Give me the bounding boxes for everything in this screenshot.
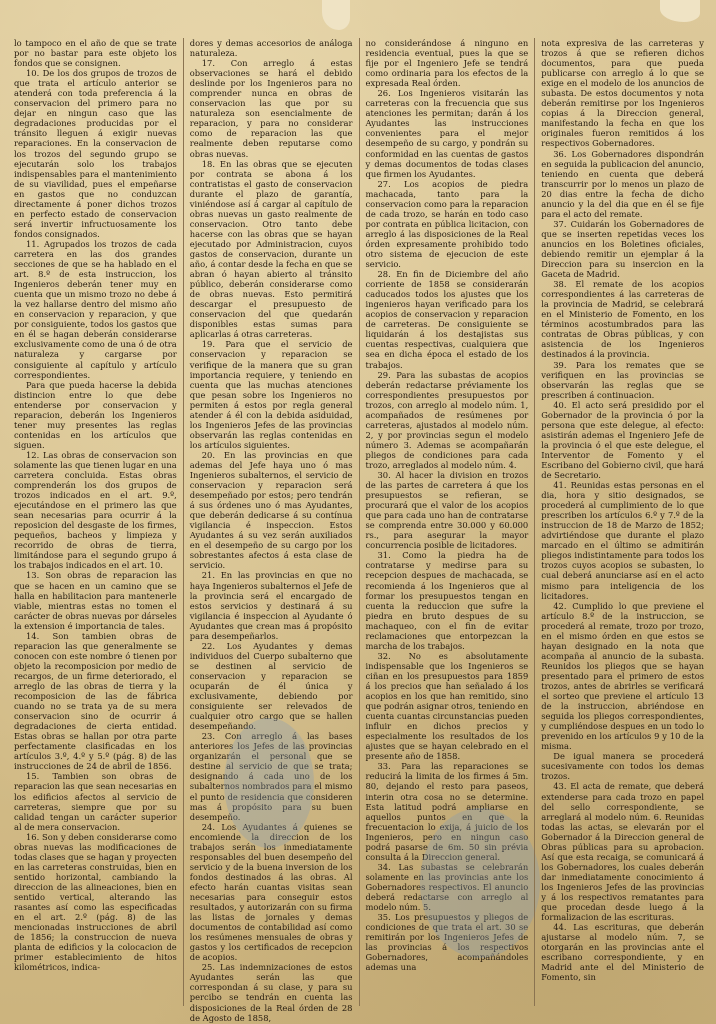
paragraph: 20. En las provincias en que ademas del Jefe haya uno ó mas Ingenieros subalternos, el servicio de conservacion y reparacion será desempeñado por estos; pero tendrán á sus órdenes uno ó mas Ayudantes, que deberán dedicarse á su contínua vigilancia é inspeccion. Estos Ayudantes á su vez serán auxiliados en el desempeño de su cargo por los sobrestantes afectos á esta clase de servicio. xyxy=(189,449,353,571)
column-2 xyxy=(183,38,359,1023)
paragraph: no considerándose á ninguno en residencia eventual, pues la que se fije por el Ingeniero Jefe se tendrá como ordinaria para los efectos de la expresada Real órden. xyxy=(365,38,529,89)
paragraph: 37. Cuidarán los Gobernadores de que se inserten repetidas veces los anuncios en los Boletines oficiales, debiendo remitir un ejemplar á la Direccion para su insercion en la Gaceta de Madrid. xyxy=(541,218,704,280)
paragraph: 23. Con arreglo á las bases anteriores los Jefes de las provincias organizarán el personal que se destine al servicio de que se trata; designando á cada uno de los subalternos nombrados para el mismo el punto de residencia que consideren mas á propósito para su buen desempeño. xyxy=(189,731,353,822)
paragraph: 38. El remate de los acopios correspondientes á las carreteras de la provincia de Madrid, se celebrará en el Ministerio de Fomento, en los términos acostumbrados para las contratas de Obras públicas, y con asistencia de los Ingenieros destinados á la provincia. xyxy=(541,279,704,360)
paragraph: 18. En las obras que se ejecuten por contrata se abona á los contratistas el gasto de conservacion durante el plazo de garantía, viniéndose así á cargar al capítulo de obras nuevas un gasto realmente de conservacion. Otro tanto debe hacerse con las obras que se hayan ejecutado por Administracion, cuyos gastos de conservacion, durante un año, á contar desde la fecha en que se abran ó hayan abierto al tránsito público, deberán considerarse como de obras nuevas. Esto permitirá descargar el presupuesto de conservacion del que quedarán disponibles estas sumas para aplicarlas á otras carreteras. xyxy=(189,158,353,340)
paragraph: nota expresiva de las carreteras y trozos á que se refieren dichos documentos, para que pueda publicarse con arreglo á lo que se exige en el modelo de los anuncios de subasta. De estos documentos y nota deberán remitirse por los Ingenieros copias á la Direccion general, manifestando la fecha en que los originales fueron remitidos á los respectivos Gobernadores. xyxy=(541,38,704,149)
paragraph: 12. Las obras de conservacion son solamente las que tienen lugar en una carretera concluida. Estas obras comprenderán los dos grupos de trozos indicados en el art. 9.º, ejecutándose en el primero las que sean necesarias para ocurrir á la reposicion del desgaste de los firmes, pequeños, bacheos y limpieza y recorrido de obras de tierra, limitándose para el segundo grupo á los trabajos indicados en el art. 10. xyxy=(14,449,177,571)
paragraph: 44. Las escrituras, que deberán ajustarse al modelo núm. 7, se otorgarán en las provincias ante el escribano correspondiente, y en Madrid ante el del Ministerio de Fomento, sin xyxy=(541,922,704,983)
paragraph: 26. Los Ingenieros visitarán las carreteras con la frecuencia que sus atenciones les permitan; darán á los Ayudantes las instrucciones convenientes para el mejor desempeño de su cargo, y pondrán su conformidad en las cuentas de gastos y demas documentos de todas clases que firmen los Ayudantes. xyxy=(365,88,529,179)
paragraph: Para que pueda hacerse la debida distincion entre lo que debe entenderse por conservacion y reparacion, deberán los Ingenieros tener muy presentes las reglas contenidas en los artículos que siguen. xyxy=(14,379,177,450)
column-3 xyxy=(359,38,535,1006)
paragraph: 30. Al hacer la division en trozos de las partes de carretera á que los presupuestos se refieran, se procurará que el valor de los acopios que para cada uno han de contratarse se comprenda entre 30.000 y 60.000 rs., para asegurar la mayor concurrencia posible de licitadores. xyxy=(365,470,529,551)
paragraph: De igual manera se procederá sucesivamente con todos los demas trozos. xyxy=(541,751,704,782)
paragraph: 34. Las subastas se celebrarán solamente en las provincias ante los Gobernadores respectivos. El anuncio deberá redactarse con arreglo al modelo núm. 5. xyxy=(365,861,529,913)
paragraph: 28. En fin de Diciembre del año corriente de 1858 se considerarán caducados todos los ajustes que los ingenieros hayan verificado para los acopios de conservacion y reparacion de carreteras. De consiguiente se liquidarán á los destajistas sus cuentas respectivas, cualquiera que sea en dicha época el estado de los trabajos. xyxy=(365,269,529,370)
paragraph: 39. Para los remates que se verifiquen en las provincias se observarán las reglas que se prescriben á continuacion. xyxy=(541,359,704,400)
paragraph: 10. De los dos grupos de trozos de que trata el artículo anterior se atenderá con toda preferencia á la conservacion del primero para no dejar en ningun caso que las degradaciones producidas por el tránsito lleguen á exigir nuevas reparaciones. En la conservacion de los trozos del segundo grupo se ejecutarán solo los trabajos indispensables para el mantenimiento de su viavilidad, pues el empeñarse en gastos que no conduzcan directamente á poner dichos trozos en perfecto estado de conservacion será invertir infructuosamente los fondos consignados. xyxy=(14,68,177,239)
paragraph: 17. Con arreglo á estas observaciones se hará el debido deslinde por los Ingenieros para no comprender nunca en obras de conservacion las que por su naturaleza son esencialmente de reparacion, y para no considerar como de reparacion las que realmente deben reputarse como obras nuevas. xyxy=(189,58,353,159)
paragraph: 15. Tambien son obras de reparacion las que sean necesarias en los edificios afectos al servicio de carreteras, siempre que por su calidad tengan un carácter superior al de mera conservacion. xyxy=(14,771,177,832)
paragraph: 33. Para las reparaciones se reducirá la limita de los firmes á 5m. 80, dejando el resto para paseos, interin otra cosa no se determine. Esta latitud podrá ampliarse en aquellos puntos en que la frecuentacion lo exija, á juicio de los Ingenieros, pero en ningun caso podrá pasarse de 6m. 50 sin prévia consulta á la Direccion general. xyxy=(365,761,529,862)
column-1 xyxy=(8,38,183,1006)
paragraph: dores y demas accesorios de análoga naturaleza. xyxy=(189,38,353,59)
paragraph: 31. Como la piedra ha de contratarse y medirse para su recepcion despues de machacada, se recomienda á los Ingenieros que al formar los presupuestos tengan en cuenta la reduccion que sufre la piedra en bruto despues de su machaqueo, con el fin de evitar reclamaciones que entorpezcan la marcha de los trabajos. xyxy=(365,550,529,651)
paragraph: 22. Los Ayudantes y demas individuos del Cuerpo subalterno que se destinen al servicio de conservacion y reparacion se ocuparán de él única y exclusivamente, debiendo por consiguiente ser relevados de cualquier otro cargo que se hallen desempeñando. xyxy=(189,640,353,732)
paragraph: 29. Para las subastas de acopios deberán redactarse préviamente los correspondientes presupuestos por trozos, con arreglo al modelo núm. 1, acompañados de resúmenes por carreteras, ajustados al modelo núm. 2, y por provincias segun el modelo número 3. Ademas se acompañarán pliegos de condiciones para cada trozo, arreglados al modelo núm. 4. xyxy=(365,369,529,470)
paragraph: 21. En las provincias en que no haya Ingenieros subalternos el Jefe de la provincia será el encargado de estos servicios y destinará á su vigilancia é inspeccion al Ayudante ó Ayudantes que crean mas á propósito para desempeñarlos. xyxy=(189,570,353,641)
paper-tear xyxy=(660,0,700,22)
paragraph: 27. Los acopios de piedra machacada, tanto para la conservacion como para la reparacion de cada trozo, se harán en todo caso por contrata en pública licitacion, con arreglo á las disposiciones de la Real órden expresamente prohibido todo otro sistema de ejecucion de este servicio. xyxy=(365,178,529,270)
paragraph: 19. Para que el servicio de conservacion y reparacion se verifique de la manera que su gran importancia requiere, y teniendo en cuenta que las muchas atenciones que pesan sobre los Ingenieros no permiten á estos por regla general atender á él con la debida asiduidad, los Ingenieros Jefes de las provincias observarán las reglas contenidas en los artículos siguientes. xyxy=(189,339,353,450)
column-4 xyxy=(534,38,710,1006)
paragraph: 24. Los Ayudantes á quienes se encomiende la direccion de los trabajos serán los inmediatamente responsables del buen desempeño del servicio y de la buena inversion de los fondos destinados á las obras. Al efecto harán cuantas visitas sean necesarias para conseguir estos resultados, y autorizarán con su firma las listas de jornales y demas documentos de contabilidad así como los resúmenes mensuales de obras y gastos y los certificados de recepcion de acopios. xyxy=(189,821,353,963)
paragraph: lo tampoco en el año de que se trate por no bastar para este objeto los fondos que se consignen. xyxy=(14,38,177,69)
paragraph: 36. Los Gobernadores dispondrán en seguida la publicacion del anuncio, teniendo en cuenta que deberá transcurrir por lo menos un plazo de 20 dias entre la fecha de dicho anuncio y la del dia que en él se fije para el acto del remate. xyxy=(541,148,704,219)
paragraph: 42. Cumplido lo que previene el artículo 8.º de la instruccion, se procederá al remate, trozo por trozo, en el mismo órden en que estos se hayan designado en la nota que acompaña al anuncio de la subasta. Reunidos los pliegos que se hayan presentado para el primero de estos trozos, antes de abrirles se verificará el sorteo que previene el artículo 13 de la instruccion, abriéndose en seguida los pliegos correspondientes, y cumpliéndose despues en un todo lo prevenido en los artículos 9 y 10 de la misma. xyxy=(541,600,704,752)
text-columns xyxy=(8,38,710,1023)
paper-tear xyxy=(322,0,350,30)
paragraph: 13. Son obras de reparacion las que se hacen en un camino que se halla en habilitacion para mantenerle viable, mientras estas no tomen el carácter de obras nuevas por dárseles la extension é importancia de tales. xyxy=(14,570,177,631)
paragraph: 40. El acto será presidido por el Gobernador de la provincia ó por la persona que este delegue, al efecto: asistirán ademas el Ingeniero Jefe de la provincia ó el que este delegue, el Interventor de Fomento y el Escribano del Gobierno civil, que hará de Secretario. xyxy=(541,399,704,481)
paragraph: 11. Agrupados los trozos de cada carretera en las dos grandes secciones de que se ha hablado en el art. 8.º de esta instruccion, los Ingenieros deberán tener muy en cuenta que un mismo trozo no debe á la vez hallarse dentro del mismo año en conservacion y reparacion, y que por consiguiente, todos los gastos que en él se hagan deberán considerarse exclusivamente como de una ó de otra naturaleza y cargarse por consiguiente al capítulo y artículo correspondientes. xyxy=(14,238,177,380)
paragraph: 35. Los presupuestos y pliegos de condiciones de que trata el art. 30 se remitirán por los Ingenieros Jefes de las provincias á los respectivos Gobernadores, acompañándoles ademas una xyxy=(365,912,529,973)
paragraph: 43. El acta de remate, que deberá extenderse para cada trozo en papel del sello correspondiente, se arreglará al modelo núm. 6. Reunidas todas las actas, se elevarán por el Gobernador á la Direccion general de Obras públicas para su aprobacion. Así que esta recaiga, se comunicará á los Gobernadores, los cuales deberán dar inmediatamente conocimiento á los Ingenieros Jefes de las provincias y á los respectivos rematantes para que procedan desde luego á la formalizacion de las escrituras. xyxy=(541,781,704,923)
paragraph: 32. No es absolutamente indispensable que los Ingenieros se ciñan en los presupuestos para 1859 á los precios que han señalado á los acopios en los que han remitido, sino que podrán asignar otros, teniendo en cuenta cuantas circunstancias pueden influir en dichos precios y especialmente los resultados de los ajustes que se hayan celebrado en el presente año de 1858. xyxy=(365,650,529,762)
paragraph: 25. Las indemnizaciones de estos Ayudantes serán las que correspondan á su clase, y para su percibo se tendrán en cuenta las disposiciones de la Real órden de 28 de Agosto de 1858, xyxy=(189,962,353,1023)
paragraph: 16. Son y deben considerarse como obras nuevas las modificaciones de todas clases que se hagan y proyecten en las carreteras construidas, bien en sentido horizontal, cambiando la direccion de las alineaciones, bien en sentido vertical, alterando las rasantes así como las especificadas en el art. 2.º (pág. 8) de las mencionadas instrucciones de abril de 1856; la construccion de nueva planta de edificios y la colocacion de primer establecimiento de hitos kilométricos, indica- xyxy=(14,831,177,973)
paragraph: 14. Son tambien obras de reparacion las que generalmente se conocen con este nombre ó tienen por objeto la recomposicion por medio de recargos, de un firme deteriorado, el arreglo de las obras de tierra y la recomposicion de las de fábrica cuando no se trata ya de su mera conservacion sino de ocurrir á degradaciones de cierta entidad. Estas obras se hallan por otra parte perfectamente clasificadas en los artículos 3.º, 4.º y 5.º (pág. 8) de las instrucciones de 24 de abril de 1856. xyxy=(14,630,177,772)
paragraph: 41. Reunidas estas personas en el dia, hora y sitio designados, se procederá al cumplimiento de lo que prescriben los artículos 6.º y 7.º de la instruccion de 18 de Marzo de 1852; advirtiéndose que durante el plazo marcado en el último se admitirán pliegos indistintamente para todos los trozos cuyos acopios se subasten, lo cual deberá anunciarse así en el acto mismo para inteligencia de los licitadores. xyxy=(541,480,704,601)
